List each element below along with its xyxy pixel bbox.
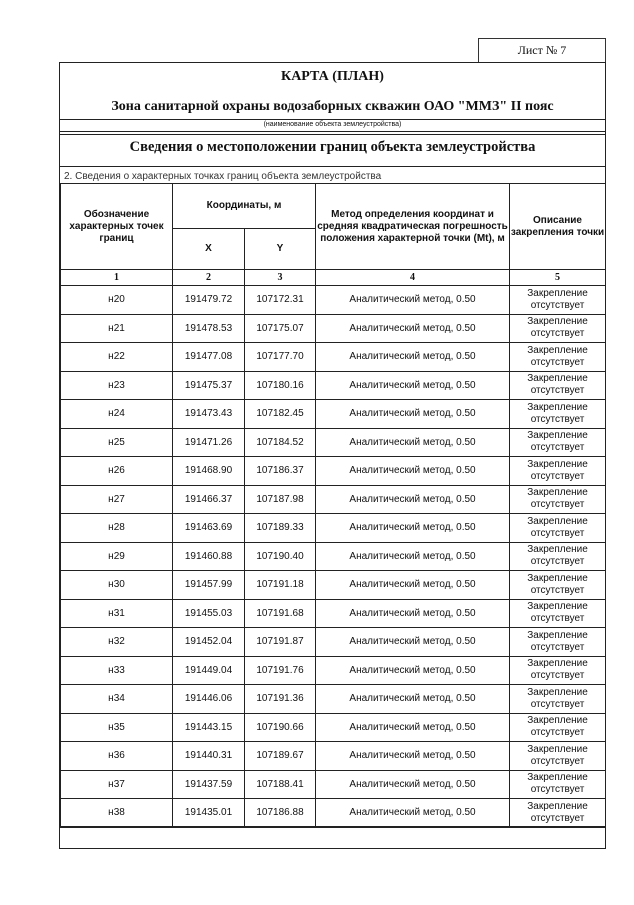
column-number: 5 xyxy=(510,270,606,286)
coordinate-y: 107186.88 xyxy=(245,799,316,828)
coordinate-x: 191466.37 xyxy=(173,485,245,514)
method-cell: Аналитический метод, 0.50 xyxy=(316,400,510,429)
coordinate-y: 107177.70 xyxy=(245,343,316,372)
point-designation: н25 xyxy=(61,428,173,457)
description-cell: Закрепление отсутствует xyxy=(510,656,606,685)
divider xyxy=(60,166,605,167)
coordinate-x: 191443.15 xyxy=(173,713,245,742)
object-name-caption: (наименование объекта землеустройства) xyxy=(263,121,402,128)
point-designation: н22 xyxy=(61,343,173,372)
method-cell: Аналитический метод, 0.50 xyxy=(316,343,510,372)
coordinate-x: 191475.37 xyxy=(173,371,245,400)
object-name: Зона санитарной охраны водозаборных скважин ОАО "ММЗ" II пояс xyxy=(111,99,554,114)
point-designation: н33 xyxy=(61,656,173,685)
method-cell: Аналитический метод, 0.50 xyxy=(316,799,510,828)
point-designation: н34 xyxy=(61,685,173,714)
description-cell: Закрепление отсутствует xyxy=(510,485,606,514)
coordinate-y: 107172.31 xyxy=(245,286,316,315)
table-row xyxy=(61,400,606,429)
description-cell: Закрепление отсутствует xyxy=(510,514,606,543)
method-cell: Аналитический метод, 0.50 xyxy=(316,713,510,742)
column-number: 2 xyxy=(173,270,245,286)
table-row xyxy=(61,742,606,771)
method-cell: Аналитический метод, 0.50 xyxy=(316,685,510,714)
section-title: Сведения о местоположении границ объекта землеустройства xyxy=(129,139,536,155)
method-cell: Аналитический метод, 0.50 xyxy=(316,656,510,685)
method-cell: Аналитический метод, 0.50 xyxy=(316,371,510,400)
header-x: X xyxy=(173,229,245,270)
table-row xyxy=(61,685,606,714)
table-row xyxy=(61,799,606,828)
coordinate-x: 191455.03 xyxy=(173,599,245,628)
coordinate-x: 191479.72 xyxy=(173,286,245,315)
coordinate-y: 107191.68 xyxy=(245,599,316,628)
table-row xyxy=(61,770,606,799)
description-cell: Закрепление отсутствует xyxy=(510,713,606,742)
coordinate-x: 191435.01 xyxy=(173,799,245,828)
table-row xyxy=(61,343,606,372)
description-cell: Закрепление отсутствует xyxy=(510,685,606,714)
description-cell: Закрепление отсутствует xyxy=(510,542,606,571)
description-cell: Закрепление отсутствует xyxy=(510,457,606,486)
coordinate-x: 191463.69 xyxy=(173,514,245,543)
table-row xyxy=(61,571,606,600)
method-cell: Аналитический метод, 0.50 xyxy=(316,742,510,771)
coordinate-x: 191478.53 xyxy=(173,314,245,343)
coordinate-y: 107175.07 xyxy=(245,314,316,343)
point-designation: н26 xyxy=(61,457,173,486)
table-row xyxy=(61,314,606,343)
table-row xyxy=(61,428,606,457)
description-cell: Закрепление отсутствует xyxy=(510,571,606,600)
method-cell: Аналитический метод, 0.50 xyxy=(316,542,510,571)
point-designation: н21 xyxy=(61,314,173,343)
sheet-number xyxy=(478,38,606,62)
table-row xyxy=(61,457,606,486)
coordinate-y: 107184.52 xyxy=(245,428,316,457)
method-cell: Аналитический метод, 0.50 xyxy=(316,628,510,657)
coordinate-x: 191446.06 xyxy=(173,685,245,714)
coordinate-y: 107182.45 xyxy=(245,400,316,429)
coordinate-y: 107191.87 xyxy=(245,628,316,657)
method-cell: Аналитический метод, 0.50 xyxy=(316,286,510,315)
point-designation: н24 xyxy=(61,400,173,429)
column-number: 4 xyxy=(316,270,510,286)
description-cell: Закрепление отсутствует xyxy=(510,314,606,343)
table-row xyxy=(61,542,606,571)
coordinate-y: 107190.40 xyxy=(245,542,316,571)
coordinate-x: 191437.59 xyxy=(173,770,245,799)
method-cell: Аналитический метод, 0.50 xyxy=(316,314,510,343)
point-designation: н28 xyxy=(61,514,173,543)
method-cell: Аналитический метод, 0.50 xyxy=(316,428,510,457)
description-cell: Закрепление отсутствует xyxy=(510,770,606,799)
coordinate-x: 191460.88 xyxy=(173,542,245,571)
method-cell: Аналитический метод, 0.50 xyxy=(316,770,510,799)
method-cell: Аналитический метод, 0.50 xyxy=(316,571,510,600)
divider xyxy=(60,134,605,135)
coordinate-y: 107189.33 xyxy=(245,514,316,543)
point-designation: н31 xyxy=(61,599,173,628)
description-cell: Закрепление отсутствует xyxy=(510,742,606,771)
coordinate-y: 107188.41 xyxy=(245,770,316,799)
coordinate-x: 191473.43 xyxy=(173,400,245,429)
description-cell: Закрепление отсутствует xyxy=(510,799,606,828)
coordinate-x: 191468.90 xyxy=(173,457,245,486)
header-y: Y xyxy=(245,229,316,270)
method-cell: Аналитический метод, 0.50 xyxy=(316,514,510,543)
table-row xyxy=(61,599,606,628)
coordinate-y: 107189.67 xyxy=(245,742,316,771)
document-title: КАРТА (ПЛАН) xyxy=(281,69,384,84)
coordinate-x: 191457.99 xyxy=(173,571,245,600)
column-number: 3 xyxy=(245,270,316,286)
subsection-caption: 2. Сведения о характерных точках границ объекта землеустройства xyxy=(64,171,382,182)
coordinate-x: 191477.08 xyxy=(173,343,245,372)
point-designation: н30 xyxy=(61,571,173,600)
description-cell: Закрепление отсутствует xyxy=(510,371,606,400)
column-number: 1 xyxy=(61,270,173,286)
coordinate-x: 191452.04 xyxy=(173,628,245,657)
header-description: Описание закрепления точки xyxy=(510,184,606,270)
coordinate-y: 107187.98 xyxy=(245,485,316,514)
header-point-designation: Обозначение характерных точек границ xyxy=(61,184,173,270)
point-designation: н32 xyxy=(61,628,173,657)
table-row xyxy=(61,628,606,657)
coordinate-y: 107180.16 xyxy=(245,371,316,400)
method-cell: Аналитический метод, 0.50 xyxy=(316,485,510,514)
point-designation: н27 xyxy=(61,485,173,514)
method-cell: Аналитический метод, 0.50 xyxy=(316,599,510,628)
table-row xyxy=(61,286,606,315)
divider xyxy=(60,131,605,132)
coordinate-y: 107191.36 xyxy=(245,685,316,714)
point-designation: н38 xyxy=(61,799,173,828)
point-designation: н37 xyxy=(61,770,173,799)
divider xyxy=(60,119,605,120)
coordinate-x: 191449.04 xyxy=(173,656,245,685)
table-row xyxy=(61,713,606,742)
header-method: Метод определения координат и средняя квадратическая погрешность положения характерной точки (Mt), м xyxy=(316,184,510,270)
point-designation: н20 xyxy=(61,286,173,315)
document-frame xyxy=(59,62,606,849)
header-coordinates: Координаты, м xyxy=(173,184,316,229)
point-designation: н23 xyxy=(61,371,173,400)
coordinate-y: 107186.37 xyxy=(245,457,316,486)
coordinate-x: 191440.31 xyxy=(173,742,245,771)
description-cell: Закрепление отсутствует xyxy=(510,400,606,429)
point-designation: н36 xyxy=(61,742,173,771)
table-row xyxy=(61,485,606,514)
coordinate-y: 107190.66 xyxy=(245,713,316,742)
sheet-number-label: Лист № 7 xyxy=(517,43,567,57)
description-cell: Закрепление отсутствует xyxy=(510,286,606,315)
description-cell: Закрепление отсутствует xyxy=(510,428,606,457)
footer-divider xyxy=(60,826,605,827)
description-cell: Закрепление отсутствует xyxy=(510,599,606,628)
description-cell: Закрепление отсутствует xyxy=(510,343,606,372)
boundary-points-table xyxy=(60,183,606,828)
coordinate-y: 107191.76 xyxy=(245,656,316,685)
point-designation: н35 xyxy=(61,713,173,742)
point-designation: н29 xyxy=(61,542,173,571)
table-row xyxy=(61,514,606,543)
method-cell: Аналитический метод, 0.50 xyxy=(316,457,510,486)
table-row xyxy=(61,371,606,400)
description-cell: Закрепление отсутствует xyxy=(510,628,606,657)
coordinate-y: 107191.18 xyxy=(245,571,316,600)
coordinate-x: 191471.26 xyxy=(173,428,245,457)
table-row xyxy=(61,656,606,685)
